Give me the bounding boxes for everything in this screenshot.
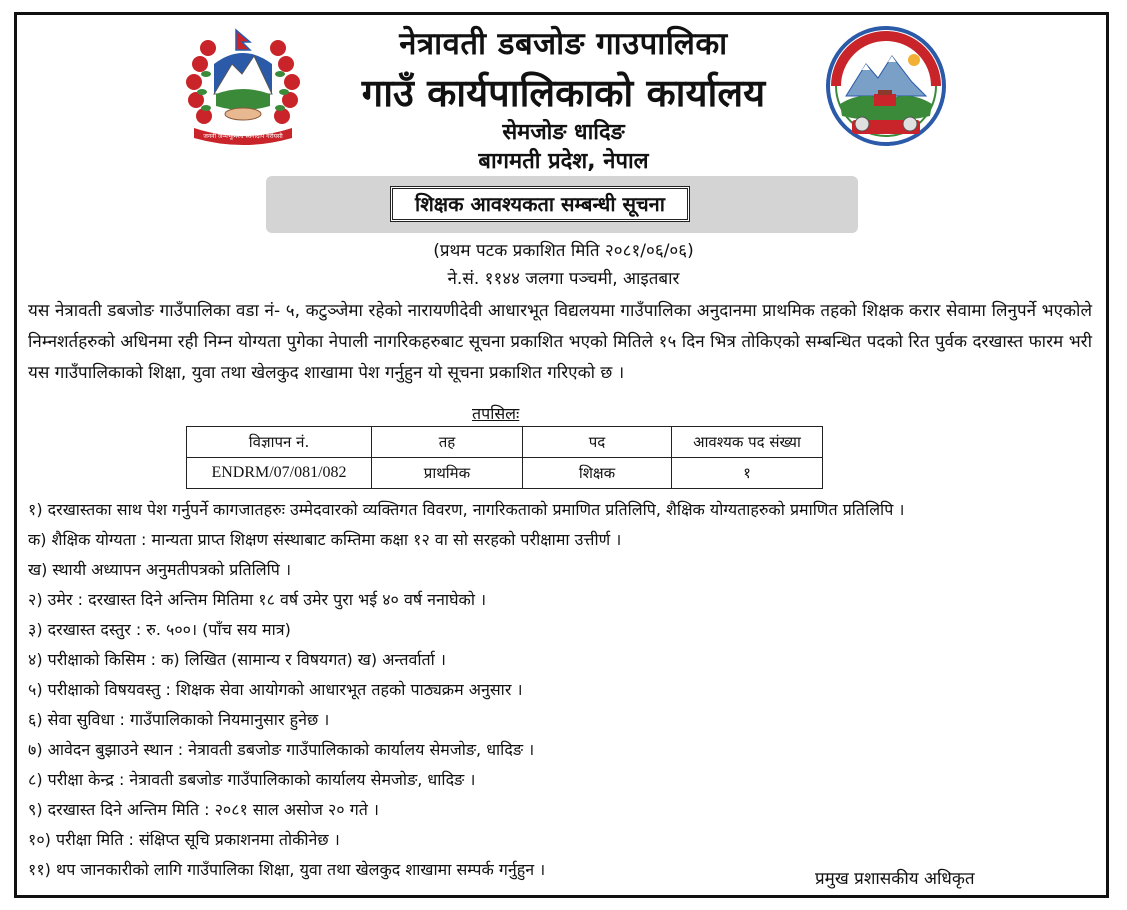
list-item: २) उमेर : दरखास्त दिने अन्तिम मितिमा १८ वर्ष उमेर पुरा भई ४० वर्ष ननाघेको । — [28, 590, 487, 609]
list-item: ख) स्थायी अध्यापन अनुमतीपत्रको प्रतिलिपि । — [28, 560, 292, 579]
list-item: ११) थप जानकारीको लागि गाउँपालिका शिक्षा, युवा तथा खेलकुद शाखामा सम्पर्क गर्नुहुन । — [28, 860, 546, 879]
table-header-row — [187, 427, 823, 458]
list-item: ४) परीक्षाको किसिम : क) लिखित (सामान्य र विषयगत) ख) अन्तर्वार्ता । — [28, 650, 446, 669]
nepal-sambat-date: ने.सं. ११४४ जलगा पञ्चमी, आइतबार — [447, 269, 680, 289]
office-name: गाउँ कार्यपालिकाको कार्यालय — [361, 71, 766, 115]
list-item: क) शैक्षिक योग्यता : मान्यता प्राप्त शिक्षण संस्थाबाट कम्तिमा कक्षा १२ वा सो सरहको परीक्षामा उत्तीर्ण । — [28, 530, 622, 549]
list-item: १) दरखास्तका साथ पेश गर्नुपर्ने कागजातहरुः उम्मेदवारको व्यक्तिगत विवरण, नागरिकताको प्रमाणित प्रतिलिपि, शैक्षिक योग्यताहरुको प्रमाणित प्रतिलिपि । — [28, 500, 905, 519]
details-label: तपसिलः — [472, 404, 520, 423]
table-header-cell: पद — [523, 427, 672, 458]
list-item: ८) परीक्षा केन्द्र : नेत्रावती डबजोङ गाउँपालिकाको कार्यालय सेमजोङ, धादिङ । — [28, 770, 476, 789]
office-location: सेमजोङ धादिङ — [502, 120, 625, 145]
table-header-cell: विज्ञापन नं. — [187, 427, 372, 458]
list-item: ६) सेवा सुविधा : गाउँपालिकाको नियमानुसार हुनेछ । — [28, 710, 330, 729]
table-cell: ENDRM/07/081/082 — [187, 458, 372, 489]
signature-title: प्रमुख प्रशासकीय अधिकृत — [815, 869, 975, 889]
table-header-cell: तह — [372, 427, 523, 458]
table-cell: शिक्षक — [523, 458, 672, 489]
list-item: १०) परीक्षा मिति : संक्षिप्त सूचि प्रकाशनमा तोकीनेछ । — [28, 830, 340, 849]
svg-text:जननी जन्मभूमिश्च स्वर्गादपि गर: जननी जन्मभूमिश्च स्वर्गादपि गरीयसी — [203, 133, 283, 140]
notice-title: शिक्षक आवश्यकता सम्बन्धी सूचना — [390, 186, 690, 222]
notice-body: यस नेत्रावती डबजोङ गाउँपालिका वडा नं- ५, कटुञ्जेमा रहेको नारायणीदेवी आधारभूत विद्यलयमा गाउँपालिका अनुदानमा प्राथमिक तहको शिक्षक करार सेवामा लिनुपर्ने भएकोले निम्नशर्तहरुको अधिनमा रही निम्न योग्यता पुगेका नेपाली नागरिकहरुबाट सूचना प्रकाशित भएको मितिले १५ दिन भित्र तोकिएको सम्बन्धित पदको रित पुर्वक दरखास्त फारम भरी यस गाउँपालिकाको शिक्षा, युवा तथा खेलकुद शाखामा पेश गर्नुहुन यो सूचना प्रकाशित गरिएको छ । — [28, 301, 1092, 383]
list-item: ७) आवेदन बुझाउने स्थान : नेत्रावती डबजोङ गाउँपालिकाको कार्यालय सेमजोङ, धादिङ । — [28, 740, 535, 759]
table-header-cell: आवश्यक पद संख्या — [672, 427, 823, 458]
conditions-list — [28, 495, 1108, 885]
table-row — [187, 458, 823, 489]
municipality-name: नेत्रावती डबजोङ गाउपालिका — [399, 26, 728, 62]
table-cell: १ — [672, 458, 823, 489]
list-item: ३) दरखास्त दस्तुर : रु. ५००। (पाँच सय मात्र) — [28, 620, 291, 639]
vacancy-table — [186, 426, 823, 489]
province-country: बागमती प्रदेश, नेपाल — [478, 149, 649, 174]
list-item: ९) दरखास्त दिने अन्तिम मिति : २०८१ साल असोज २० गते । — [28, 800, 379, 819]
table-cell: प्राथमिक — [372, 458, 523, 489]
publication-date: (प्रथम पटक प्रकाशित मिति २०८१/०६/०६) — [433, 241, 694, 261]
list-item: ५) परीक्षाको विषयवस्तु : शिक्षक सेवा आयोगको आधारभूत तहको पाठ्यक्रम अनुसार । — [28, 680, 523, 699]
